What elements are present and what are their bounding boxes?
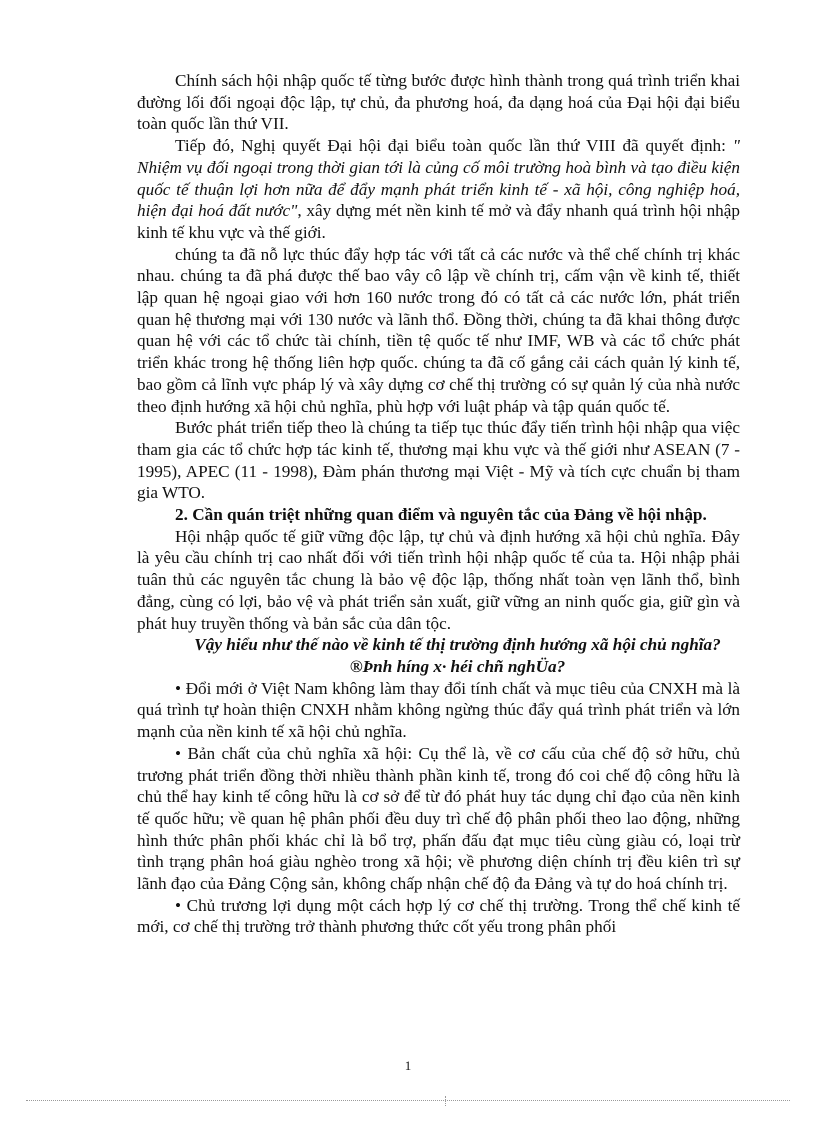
- page-number: 1: [404, 1058, 412, 1073]
- paragraph-cooperation: chúng ta đã nỗ lực thúc đẩy hợp tác với tất cả các nước và thể chế chính trị khác nhau. chúng ta đã phá được thế bao vây cô lập về chính trị, cấm vận về kinh tế, thiết lập quan hệ ngoại giao với hơn 160 nước trong đó có tất cả các nước lớn, phát triển quan hệ thương mại với 130 nước và lãnh thổ. Đồng thời, chúng ta đã khai thông được quan hệ với các tổ chức tài chính, tiền tệ quốc tế như IMF, WB và các tổ chức phát triển khác trong hệ thống liên hợp quốc. chúng ta đã cố gắng cải cách quản lý kinh tế, bao gồm cả lĩnh vực pháp lý và xây dựng cơ chế thị trường có sự quản lý của nhà nước theo định hướng xã hội chủ nghĩa, phù hợp với luật pháp và tập quán quốc tế.: [137, 244, 740, 416]
- bullet-market-mechanism: • Chủ trương lợi dụng một cách hợp lý cơ chế thị trường. Trong thể chế kinh tế mới, cơ chế thị trường trở thành phương thức cốt yếu trong phân phối: [137, 895, 740, 937]
- paragraph-congress-resolution: [137, 135, 740, 244]
- bullet-renovation: • Đổi mới ở Việt Nam không làm thay đổi tính chất và mục tiêu của CNXH mà là quá trình tự hoàn thiện CNXH nhằm không ngừng thúc đẩy quá trình phát triển và lớn mạnh của nền kinh tế xã hội chủ nghĩa.: [137, 678, 740, 742]
- document-body: [137, 70, 740, 938]
- footer-divider-tick: [445, 1096, 446, 1106]
- paragraph-text: , xây dựng mét nền kinh tế mở và đẩy nhanh quá trình hội nhập kinh tế khu vực và thế giới.: [137, 201, 740, 242]
- paragraph-integration-policy: Chính sách hội nhập quốc tế từng bước được hình thành trong quá trình triển khai đường lối đối ngoại độc lập, tự chủ, đa phương hoá, đa dạng hoá của Đại hội đại biểu toàn quốc lần thứ VII.: [137, 71, 740, 134]
- quote-text: " Nhiệm vụ đối ngoại trong thời gian tới là củng cố môi trường hoà bình và tạo điều kiện quốc tế thuận lợi hơn nữa để đẩy mạnh phát triển kinh tế - xã hội, công nghiệp hoá, hiện đại hoá đất nước": [137, 136, 740, 221]
- paragraph-next-step: Bước phát triển tiếp theo là chúng ta tiếp tục thúc đẩy tiến trình hội nhập qua việc tham gia các tổ chức hợp tác kinh tế, thương mại khu vực và thế giới như ASEAN (7 - 1995), APEC (11 - 1998), Đàm phán thương mại Việt - Mỹ và tích cực chuẩn bị tham gia WTO.: [137, 418, 740, 503]
- paragraph-text: Tiếp đó, Nghị quyết Đại hội đại biểu toàn quốc lần thứ VIII đã quyết định:: [175, 136, 733, 156]
- bullet-socialism-nature: • Bản chất của chủ nghĩa xã hội: Cụ thể là, về cơ cấu của chế độ sở hữu, chủ trương phát triển đồng thời nhiều thành phần kinh tế, trong đó coi chế độ công hữu là chủ thể hay kinh tế công hữu là cơ sở để từ đó phát huy tác dụng chỉ đạo của nền kinh tế quốc hữu; về quan hệ phân phối đều duy trì chế độ phân phối theo lao động, những hình thức phân phối khác chỉ là bổ trợ, phấn đấu đạt mục tiêu cùng giàu có, loại trừ tình trạng phân hoá giàu nghèo trong xã hội; về phương diện chính trị đều kiên trì sự lãnh đạo của Đảng Cộng sản, không chấp nhận chế độ đa Đảng và tự do hoá chính trị.: [137, 743, 740, 894]
- subheading-garbled: ®Þnh híng x· héi chñ nghÜa?: [349, 656, 566, 676]
- subheading-question: Vậy hiểu như thế nào về kinh tế thị trường định hướng xã hội chủ nghĩa?: [194, 635, 721, 655]
- footer-divider: [26, 1100, 790, 1101]
- section-heading-2: 2. Cần quán triệt những quan điểm và nguyên tắc của Đảng về hội nhập.: [175, 505, 707, 525]
- paragraph-independence: Hội nhập quốc tế giữ vững độc lập, tự chủ và định hướng xã hội chủ nghĩa. Đây là yêu cầu chính trị cao nhất đối với tiến trình hội nhập quốc tế của ta. Hội nhập phải tuân thủ các nguyên tắc chung là bảo vệ độc lập, thống nhất toàn vẹn lãnh thổ, bình đẳng, cùng có lợi, bảo vệ và phát triển sản xuất, giữ vững an ninh quốc gia, giữ gìn và phát huy truyền thống và bản sắc của dân tộc.: [137, 526, 740, 633]
